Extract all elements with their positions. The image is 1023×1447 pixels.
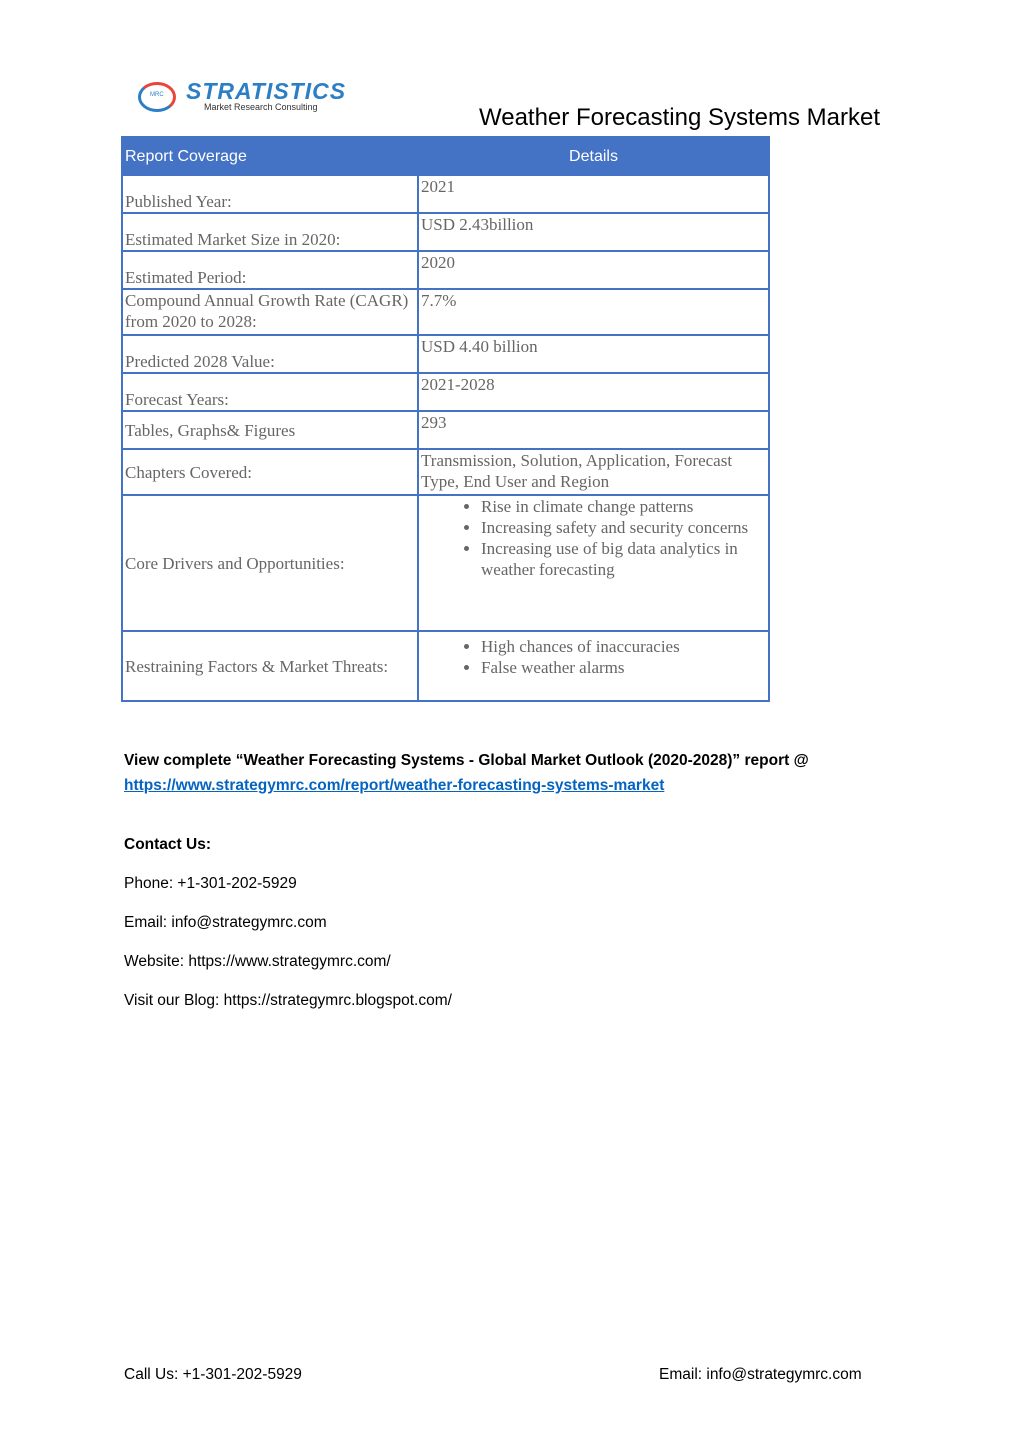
table-row xyxy=(122,495,769,631)
logo-tagline: Market Research Consulting xyxy=(204,102,318,112)
report-coverage-table xyxy=(121,136,770,702)
bullet-list xyxy=(421,496,766,580)
row-label: Restraining Factors & Market Threats: xyxy=(122,631,418,701)
bullet-item: • Increasing safety and security concerns xyxy=(481,517,766,538)
footer-call: Call Us: +1-301-202-5929 xyxy=(124,1366,302,1383)
document-title: Weather Forecasting Systems Market xyxy=(479,104,881,131)
table-row xyxy=(122,175,769,213)
row-value: Transmission, Solution, Application, Forecast Type, End User and Region xyxy=(418,449,769,495)
bullet-item: • False weather alarms xyxy=(481,657,766,678)
row-value: 2021 xyxy=(418,175,769,213)
bullet-item: • Rise in climate change patterns xyxy=(481,496,766,517)
bullet-item: • High chances of inaccuracies xyxy=(481,636,766,657)
row-label: Tables, Graphs& Figures xyxy=(122,411,418,449)
row-label: Predicted 2028 Value: xyxy=(122,335,418,373)
row-bullets xyxy=(418,631,769,701)
contact-phone: Phone: +1-301-202-5929 xyxy=(124,875,297,892)
table-row xyxy=(122,251,769,289)
bullet-item: • Increasing use of big data analytics in weather forecasting xyxy=(481,538,766,580)
row-value: 2021-2028 xyxy=(418,373,769,411)
report-link[interactable]: https://www.strategymrc.com/report/weather-forecasting-systems-market xyxy=(124,777,665,794)
globe-logo-icon xyxy=(138,82,176,112)
logo-globe-text: MRC xyxy=(150,92,164,98)
cta-text: View complete “Weather Forecasting Systems - Global Market Outlook (2020-2028)” report @ xyxy=(124,752,809,769)
footer-email: Email: info@strategymrc.com xyxy=(659,1366,862,1383)
row-value: 2020 xyxy=(418,251,769,289)
table-header-row xyxy=(122,137,769,175)
logo-wordmark: STRATISTICS xyxy=(186,78,347,104)
report-cta xyxy=(124,748,904,798)
contact-heading: Contact Us: xyxy=(124,836,211,853)
table-row xyxy=(122,631,769,701)
row-label: Core Drivers and Opportunities: xyxy=(122,495,418,631)
header-details: Details xyxy=(418,137,769,175)
row-label: Chapters Covered: xyxy=(122,449,418,495)
row-bullets xyxy=(418,495,769,631)
row-label: Compound Annual Growth Rate (CAGR) from 2020 to 2028: xyxy=(122,289,418,335)
header-report-coverage: Report Coverage xyxy=(122,137,418,175)
table-row xyxy=(122,411,769,449)
table-row xyxy=(122,335,769,373)
row-label: Estimated Market Size in 2020: xyxy=(122,213,418,251)
contact-email: Email: info@strategymrc.com xyxy=(124,914,327,931)
bullet-list xyxy=(421,636,766,678)
contact-website: Website: https://www.strategymrc.com/ xyxy=(124,953,391,970)
table-row xyxy=(122,213,769,251)
row-value: USD 4.40 billion xyxy=(418,335,769,373)
row-value: 7.7% xyxy=(418,289,769,335)
row-label: Estimated Period: xyxy=(122,251,418,289)
company-logo xyxy=(136,74,356,118)
row-label: Published Year: xyxy=(122,175,418,213)
table-row xyxy=(122,373,769,411)
row-value: USD 2.43billion xyxy=(418,213,769,251)
row-label: Forecast Years: xyxy=(122,373,418,411)
table-row xyxy=(122,289,769,335)
row-value: 293 xyxy=(418,411,769,449)
table-row xyxy=(122,449,769,495)
contact-blog: Visit our Blog: https://strategymrc.blogspot.com/ xyxy=(124,992,452,1009)
